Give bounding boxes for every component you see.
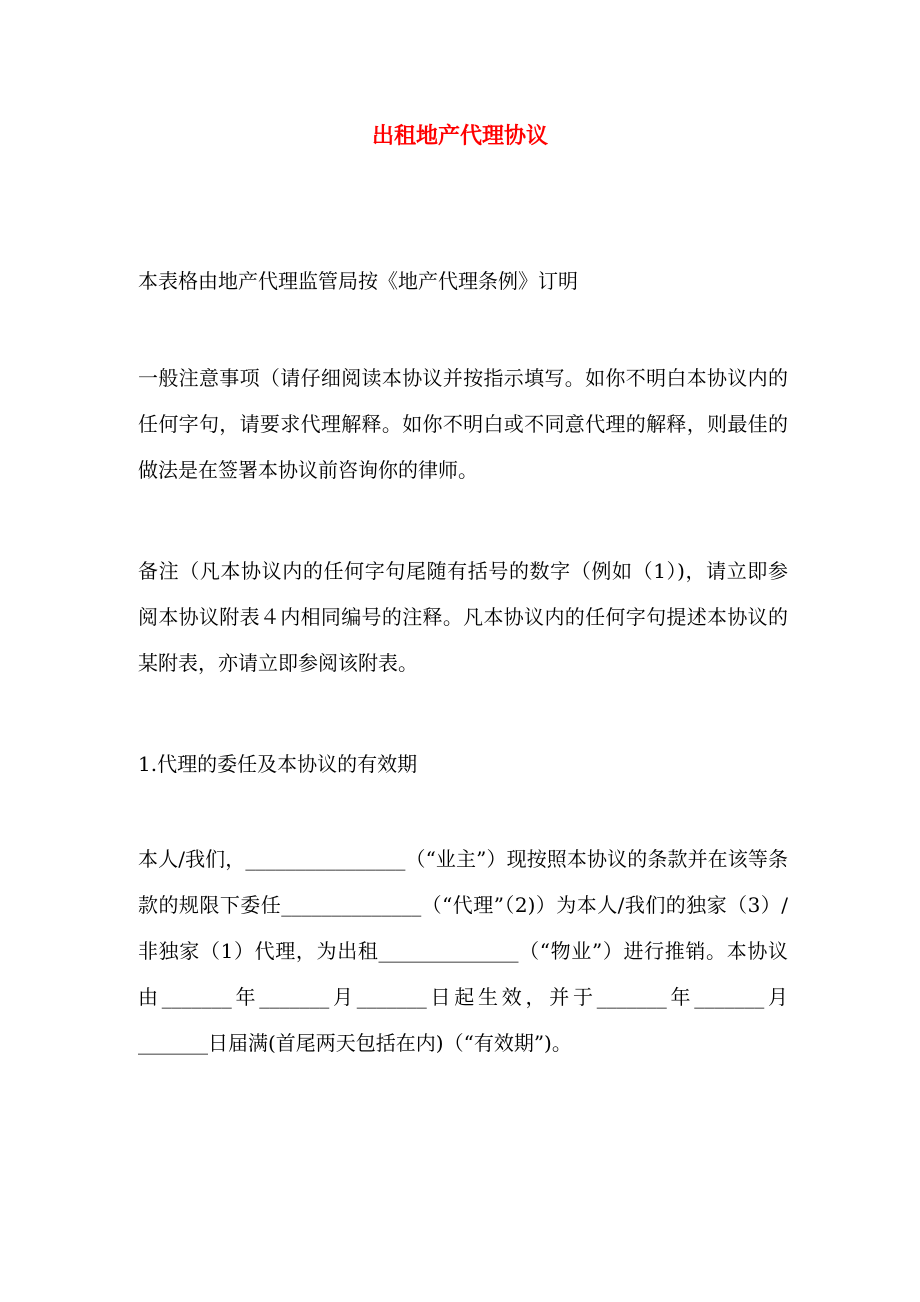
- general-notes-paragraph: 一般注意事项（请仔细阅读本协议并按指示填写。如你不明白本协议内的任何字句，请要求代理解释。如你不明白或不同意代理的解释，则最佳的做法是在签署本协议前咨询你的律师。: [138, 366, 788, 482]
- form-notice-paragraph: 本表格由地产代理监管局按《地产代理条例》订明: [138, 269, 578, 293]
- appointment-clause-paragraph: 本人/我们，________________（“业主”）现按照本协议的条款并在该等条款的规限下委任______________（“代理”（2)）为本人/我们的独家（3）/非独家（1）代理，为出租______________（“物业”）进行推销。本协议由_______年_______月_______日起生效，并于_______年_______月_______日届满(首尾两天包括在内)（“有效期”)。: [138, 847, 788, 1055]
- document-title: 出租地产代理协议: [371, 123, 548, 149]
- section-1-heading: 1.代理的委任及本协议的有效期: [138, 752, 418, 776]
- remarks-paragraph: 备注（凡本协议内的任何字句尾随有括号的数字（例如（1）)，请立即参阅本协议附表４内相同编号的注释。凡本协议内的任何字句提述本协议的某附表，亦请立即参阅该附表。: [138, 559, 788, 675]
